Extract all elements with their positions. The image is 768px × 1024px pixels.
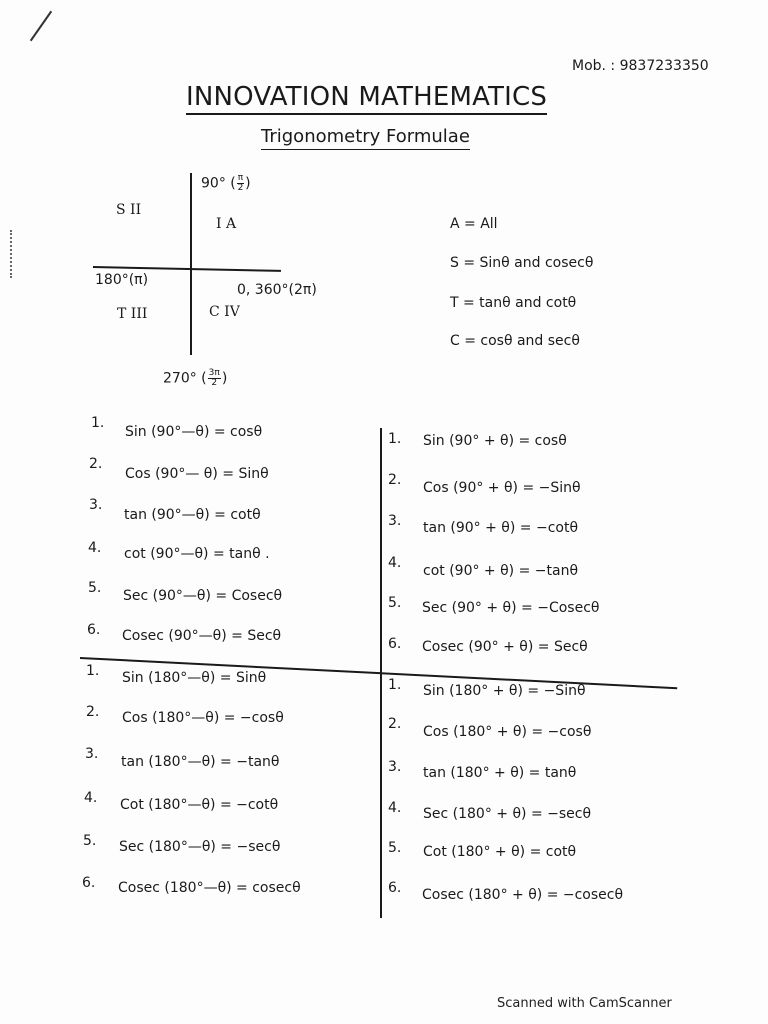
formula-number: 2. — [86, 704, 100, 720]
formula-text: Sin (180°—θ) = Sinθ — [122, 670, 267, 686]
formula-number: 3. — [89, 497, 103, 513]
formula-number: 1. — [91, 415, 105, 431]
scanner-watermark: Scanned with CamScanner — [497, 996, 672, 1011]
quadrant-3-label: T III — [117, 306, 148, 322]
formula-number: 4. — [84, 790, 98, 806]
legend-item: A = All — [450, 216, 498, 232]
formula-number: 6. — [388, 880, 402, 896]
top-angle-fraction — [237, 174, 244, 193]
mobile-number: Mob. : 9837233350 — [572, 58, 709, 74]
formula-number: 1. — [388, 431, 402, 447]
legend-item: T = tanθ and cotθ — [450, 295, 577, 311]
formula-text: Cos (90° + θ) = −Sinθ — [423, 480, 581, 496]
formula-number: 2. — [388, 472, 402, 488]
fraction-numerator: π — [237, 173, 244, 183]
formula-text: Sec (90°—θ) = Cosecθ — [123, 588, 283, 604]
fraction-numerator: 3π — [208, 368, 220, 378]
formula-number: 6. — [82, 875, 96, 891]
formula-number: 6. — [87, 622, 101, 638]
formula-text: Cosec (180°—θ) = cosecθ — [118, 880, 301, 896]
formula-number: 5. — [88, 580, 102, 596]
formula-text: Cos (90°— θ) = Sinθ — [125, 466, 269, 482]
formula-text: Cot (180° + θ) = cotθ — [423, 844, 577, 860]
formula-text: Cot (180°—θ) = −cotθ — [120, 797, 279, 813]
horizontal-axis — [93, 266, 281, 271]
formula-text: Cosec (180° + θ) = −cosecθ — [422, 887, 624, 903]
formula-number: 4. — [388, 800, 402, 816]
formula-text: Cosec (90° + θ) = Secθ — [422, 639, 588, 655]
bottom-angle-deg: 270° — [163, 370, 197, 387]
vertical-axis — [190, 173, 192, 355]
formula-text: Sec (180° + θ) = −secθ — [423, 806, 592, 822]
quadrant-2-label: S II — [116, 202, 142, 218]
right-angle-label: 0, 360°(2π) — [237, 282, 317, 298]
left-angle-label: 180°(π) — [95, 272, 149, 288]
formula-number: 5. — [388, 840, 402, 856]
formula-number: 2. — [89, 456, 103, 472]
formula-text: Sin (90°—θ) = cosθ — [125, 424, 263, 440]
page-subtitle: Trigonometry Formulae — [261, 126, 470, 150]
top-angle-deg: 90° — [201, 175, 226, 192]
formula-text: tan (90° + θ) = −cotθ — [423, 520, 579, 536]
formula-text: cot (90°—θ) = tanθ . — [124, 546, 270, 562]
formula-number: 3. — [388, 513, 402, 529]
formula-number: 4. — [388, 555, 402, 571]
quadrant-1-label: I A — [216, 216, 237, 232]
fraction-denominator: 2 — [211, 378, 218, 388]
formula-number: 6. — [388, 636, 402, 652]
formula-text: tan (180°—θ) = −tanθ — [121, 754, 280, 770]
formula-number: 3. — [85, 746, 99, 762]
formula-number: 3. — [388, 759, 402, 775]
scan-edge-marks — [10, 230, 14, 278]
formula-number: 2. — [388, 716, 402, 732]
formula-text: Sin (90° + θ) = cosθ — [423, 433, 567, 449]
formula-text: tan (90°—θ) = cotθ — [124, 507, 261, 523]
top-angle-label: 90° ( $\frac{\pi}{2}$ ) — [201, 173, 251, 193]
bottom-angle-label: 270° ( $\frac{3\pi}{2}$ ) — [163, 368, 228, 388]
formula-number: 1. — [86, 663, 100, 679]
bottom-angle-fraction — [208, 369, 221, 388]
formula-text: Cos (180°—θ) = −cosθ — [122, 710, 284, 726]
legend-item: C = cosθ and secθ — [450, 333, 580, 349]
formula-text: Sec (180°—θ) = −secθ — [119, 839, 281, 855]
pen-mark — [30, 11, 52, 42]
page-title: INNOVATION MATHEMATICS — [186, 82, 547, 115]
formula-text: Cosec (90°—θ) = Secθ — [122, 628, 282, 644]
formula-text: Sec (90° + θ) = −Cosecθ — [422, 600, 600, 616]
formula-number: 5. — [83, 833, 97, 849]
formula-number: 1. — [388, 677, 402, 693]
formula-text: cot (90° + θ) = −tanθ — [423, 563, 579, 579]
fraction-denominator: 2 — [237, 183, 244, 193]
legend-item: S = Sinθ and cosecθ — [450, 255, 594, 271]
quadrant-4-label: C IV — [209, 304, 240, 320]
formula-text: Sin (180° + θ) = −Sinθ — [423, 683, 586, 699]
formula-number: 5. — [388, 595, 402, 611]
formula-text: tan (180° + θ) = tanθ — [423, 765, 577, 781]
formula-number: 4. — [88, 540, 102, 556]
formula-text: Cos (180° + θ) = −cosθ — [423, 724, 592, 740]
